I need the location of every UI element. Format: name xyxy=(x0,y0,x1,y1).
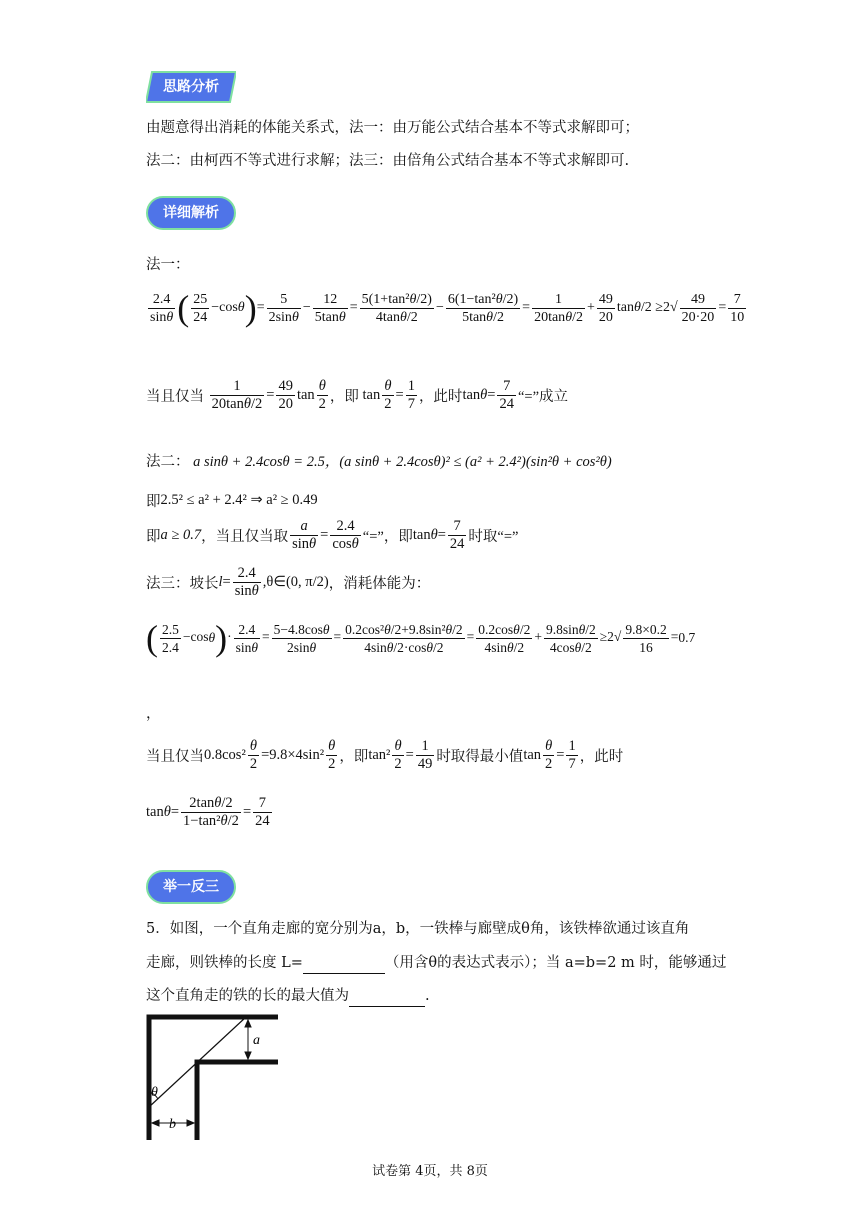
section-badge-practice xyxy=(146,870,236,904)
dimension-a xyxy=(245,1020,251,1059)
method2-ineq: a ≥ 0.7 xyxy=(160,527,202,543)
frac: $\frac{2.4}{\sin\theta}$ xyxy=(235,621,259,655)
frac: $\frac{\theta}{2}$ xyxy=(249,738,258,772)
frac: $\frac{2\tan\theta/2}{\text{1−tan²θ/2}}$ xyxy=(183,795,239,829)
cond-prefix: 当且仅当 xyxy=(146,389,204,405)
frac: $\frac{12}{5\tan\theta}$ xyxy=(314,291,346,325)
frac: $\frac{\text{5(1+tan²θ/2)}}{4\tan\theta/2}$ xyxy=(361,291,432,325)
label-theta: θ xyxy=(151,1085,158,1100)
label-a: a xyxy=(253,1033,260,1048)
method2-line3-mid: ，当且仅当取 xyxy=(201,529,289,545)
frac: $\frac{1}{49}$ xyxy=(417,738,433,772)
method1-title: 法一： xyxy=(146,257,190,273)
method2-line2 xyxy=(146,490,318,511)
section-badge-analysis xyxy=(146,70,236,104)
section-label-detail: 详细解析 xyxy=(163,205,219,221)
frac: $\frac{0.2\cos\theta/2}{4\sin\theta/2}$ xyxy=(478,621,531,655)
section-label-practice: 举一反三 xyxy=(163,879,219,895)
answer-blank-length xyxy=(303,953,385,974)
method3-condition: 当且仅当0.8cos² $\frac{\theta}{2}$ =9.8×4sin² $\frac{\theta}{2}$ ，即tan² $\frac{\theta}{2}$ = $\frac{1}{49}$ 时取得最小值tan $\frac{\theta}{2}$ = $\frac{1}{7}$ ，此时 xyxy=(146,738,624,772)
frac: $\frac{1}{7}$ xyxy=(568,738,576,772)
frac: $\frac{\theta}{2}$ xyxy=(545,738,553,772)
label-b: b xyxy=(169,1117,176,1132)
section-label-analysis: 思路分析 xyxy=(163,79,219,95)
method3-equation: ( $\frac{2.5}{2.4}$ −cosθ)· $\frac{2.4}{\sin\theta}$ = $\frac{5-4.8\cos\theta}{2\sin\theta}$ = $\frac{\text{0.2cos²θ/2+9.8sin²θ/2}}{4\sin\theta/2\cdot\cos\theta/2}$ = $\frac{0.2\cos\theta/2}{4\sin\theta/2}$ + $\frac{9.8\sin\theta/2}{4\cos\theta/2}$ ≥2√ $\frac{9.8\times 0.2}{16}$ =0.7 xyxy=(146,618,696,658)
frac: $\frac{2.4}{\sin\theta}$ xyxy=(150,291,174,325)
cond-mid: ，即 xyxy=(329,389,359,405)
problem5-line2-b: （用含θ的表达式表示）；当 a=b=2 m 时，能够通过 xyxy=(384,955,727,971)
frac: $\frac{5-4.8\cos\theta}{2\sin\theta}$ xyxy=(273,621,330,655)
frac: $\frac{\theta}{2}$ xyxy=(384,378,392,412)
frac: $\frac{9.8\times 0.2}{16}$ xyxy=(625,621,667,655)
method3-comma: ， xyxy=(146,706,161,722)
frac: $\frac{2.4}{\cos\theta}$ xyxy=(332,518,359,552)
analysis-line-2: 法二：由柯西不等式进行求解；法三：由倍角公式结合基本不等式求解即可. xyxy=(146,153,630,169)
frac: $\frac{\theta}{2}$ xyxy=(394,738,402,772)
problem5-line3 xyxy=(146,986,430,1007)
method3-title: 法三：坡长 xyxy=(146,576,219,592)
problem5-line1: 5．如图，一个直角走廊的宽分别为a，b，一铁棒与廊壁成θ角，该铁棒欲通过该直角 xyxy=(146,921,690,937)
frac: $\frac{1}{7}$ xyxy=(407,378,415,412)
answer-blank-max xyxy=(349,986,425,1007)
frac: $\frac{7}{24}$ xyxy=(499,378,514,412)
frac: $\frac{49}{20\cdot 20}$ xyxy=(681,291,715,325)
frac: $\frac{7}{24}$ xyxy=(255,795,270,829)
inner-wall xyxy=(197,1062,278,1140)
frac: $\frac{2.5}{2.4}$ xyxy=(162,621,179,655)
frac: $\frac{49}{20}$ xyxy=(278,378,293,412)
method2-line3: 即a ≥ 0.7，当且仅当取 $\frac{a}{\sin\theta}$ = $\frac{2.4}{\cos\theta}$ “=”，即tanθ= $\frac{7}{24}$ 时取“=” xyxy=(146,518,519,552)
method3-result: 0.7 xyxy=(678,630,696,645)
page-footer: 试卷第 4页，共 8页 xyxy=(372,1164,488,1179)
method1-condition: 当且仅当 $\frac{1}{20\tan\theta/2}$ = $\frac{49}{20}$ tan $\frac{\theta}{2}$ ，即 tan $\frac{\theta}{2}$ = $\frac{1}{7}$ ，此时tanθ= $\frac{7}{24}$ “=”成立 xyxy=(146,378,569,412)
problem5-line3-b: . xyxy=(425,988,430,1004)
method3-domain: ,θ∈(0, π/2) xyxy=(262,574,329,590)
analysis-line-1: 由题意得出消耗的体能关系式，法一：由万能公式结合基本不等式求解即可； xyxy=(146,120,639,136)
problem5-line2 xyxy=(146,953,726,974)
section-badge-detail xyxy=(146,196,236,230)
method3-final: tanθ= $\frac{2\tan\theta/2}{\text{1−tan²θ/2}}$ = $\frac{7}{24}$ xyxy=(146,795,270,829)
method2-eq1: a sinθ + 2.4cosθ = 2.5，(a sinθ + 2.4cosθ)² ≤ (a² + 2.4²)(sin²θ + cos²θ) xyxy=(193,454,612,470)
frac: $\frac{1}{20\tan\theta/2}$ xyxy=(534,291,583,325)
frac: $\frac{1}{20\tan\theta/2}$ xyxy=(211,378,263,412)
method2-line1 xyxy=(146,450,612,471)
frac: $\frac{a}{\sin\theta}$ xyxy=(292,518,317,552)
frac: $\frac{49}{20}$ xyxy=(598,291,613,325)
frac: $\frac{\theta}{2}$ xyxy=(318,378,326,412)
method2-line3-suffix: 时取“=” xyxy=(468,529,519,545)
method2-title: 法二： xyxy=(146,454,190,470)
method2-eq2: 2.5² ≤ a² + 2.4² ⇒ a² ≥ 0.49 xyxy=(160,492,318,508)
method3-cond-mid2: 时取得最小值 xyxy=(436,749,524,765)
problem5-line3-a: 这个直角走的铁的长的最大值为 xyxy=(146,988,349,1004)
corridor-figure xyxy=(142,1010,282,1142)
problem5-line2-a: 走廊，则铁棒的长度 L= xyxy=(146,955,303,971)
method2-line2-prefix: 即 xyxy=(146,494,161,510)
method2-line3-prefix: 即 xyxy=(146,529,161,545)
method3-suffix: ，消耗体能为： xyxy=(328,576,431,592)
frac: $\frac{7}{24}$ xyxy=(449,518,465,552)
method1-equation: $\frac{2.4}{\sin\theta}$ ( $\frac{25}{24}$ −cosθ)= $\frac{5}{2\sin\theta}$ − $\frac{12}{5\tan\theta}$ = $\frac{\text{5(1+tan²θ/2)}}{4\tan\theta/2}$ − $\frac{\text{6(1−tan²θ/2)}}{5\tan\theta/2}$ = $\frac{1}{20\tan\theta/2}$ + $\frac{49}{20}$ tanθ/2 ≥2√ $\frac{49}{20\cdot 20}$ = $\frac{7}{10}$ xyxy=(150,288,745,328)
frac: $\frac{5}{2\sin\theta}$ xyxy=(268,291,299,325)
cond-mid2: ，此时 xyxy=(418,389,463,405)
method3-line1: 法三：坡长l= $\frac{2.4}{\sin\theta}$ ,θ∈(0, π/2)，消耗体能为： xyxy=(146,565,431,599)
frac: $\frac{\text{0.2cos²θ/2+9.8sin²θ/2}}{4\sin\theta/2\cdot\cos\theta/2}$ xyxy=(345,621,463,655)
frac: $\frac{\text{6(1−tan²θ/2)}}{5\tan\theta/2}$ xyxy=(447,291,519,325)
frac: $\frac{\theta}{2}$ xyxy=(328,738,336,772)
cond-suffix: “=”成立 xyxy=(517,389,569,405)
frac: $\frac{2.4}{\sin\theta}$ xyxy=(234,565,259,599)
frac: $\frac{7}{10}$ xyxy=(730,291,745,325)
frac: $\frac{9.8\sin\theta/2}{4\cos\theta/2}$ xyxy=(545,621,596,655)
method3-cond-prefix: 当且仅当 xyxy=(146,749,204,765)
method2-line3-eq: “=”，即 xyxy=(362,529,413,545)
method3-cond-suffix: ，此时 xyxy=(579,749,624,765)
method3-cond-mid: ，即 xyxy=(339,749,369,765)
frac: $\frac{25}{24}$ xyxy=(193,291,208,325)
